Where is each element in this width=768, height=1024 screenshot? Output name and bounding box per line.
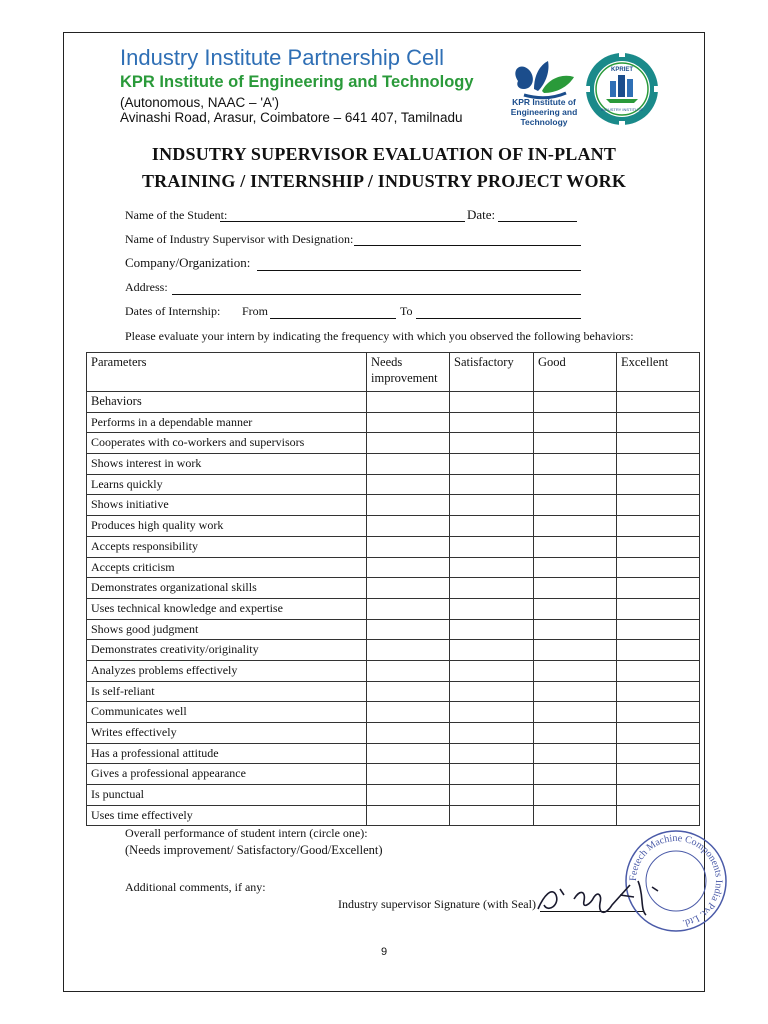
student-name-label: Name of the Student: xyxy=(125,208,228,222)
rating-cell[interactable] xyxy=(367,640,450,661)
rating-cell[interactable] xyxy=(617,619,700,640)
rating-cell[interactable] xyxy=(534,764,617,785)
table-row xyxy=(87,557,700,578)
table-row xyxy=(87,764,700,785)
rating-cell[interactable] xyxy=(367,495,450,516)
rating-cell[interactable] xyxy=(450,516,534,537)
rating-cell[interactable] xyxy=(367,516,450,537)
header-satisfactory: Satisfactory xyxy=(450,353,534,392)
seal-bottom-text: INDUSTRY INSTITUTE xyxy=(600,107,644,112)
table-row xyxy=(87,702,700,723)
table-row xyxy=(87,743,700,764)
rating-cell[interactable] xyxy=(617,785,700,806)
signature-label: Industry supervisor Signature (with Seal) xyxy=(338,897,536,911)
rating-cell[interactable] xyxy=(450,454,534,475)
rating-cell[interactable] xyxy=(450,743,534,764)
rating-cell[interactable] xyxy=(450,536,534,557)
rating-cell[interactable] xyxy=(367,474,450,495)
rating-cell[interactable] xyxy=(367,743,450,764)
rating-cell[interactable] xyxy=(534,557,617,578)
rating-cell[interactable] xyxy=(534,723,617,744)
behavior-label: Cooperates with co-workers and supervisors xyxy=(87,433,367,454)
doc-title-line2: TRAINING / INTERNSHIP / INDUSTRY PROJECT WORK xyxy=(141,171,627,191)
behavior-label: Uses technical knowledge and expertise xyxy=(87,598,367,619)
rating-cell[interactable] xyxy=(534,495,617,516)
date-line[interactable] xyxy=(498,221,577,222)
behavior-label: Analyzes problems effectively xyxy=(87,660,367,681)
behavior-label: Is self-reliant xyxy=(87,681,367,702)
company-label: Company/Organization: xyxy=(125,255,251,270)
table-row xyxy=(87,723,700,744)
rating-cell[interactable] xyxy=(617,454,700,475)
table-row xyxy=(87,433,700,454)
cell-name: Industry Institute Partnership Cell xyxy=(120,45,445,70)
table-row xyxy=(87,805,700,826)
accreditation: (Autonomous, NAAC – 'A') xyxy=(120,95,279,110)
rating-cell[interactable] xyxy=(617,598,700,619)
rating-cell[interactable] xyxy=(367,433,450,454)
table-row xyxy=(87,474,700,495)
rating-cell[interactable] xyxy=(534,619,617,640)
rating-cell[interactable] xyxy=(367,454,450,475)
rating-cell[interactable] xyxy=(534,598,617,619)
rating-cell[interactable] xyxy=(450,557,534,578)
table-row xyxy=(87,495,700,516)
rating-cell[interactable] xyxy=(617,392,700,413)
overall-performance-label: Overall performance of student intern (circle one): xyxy=(125,826,368,840)
behavior-label: Shows interest in work xyxy=(87,454,367,475)
rating-cell[interactable] xyxy=(617,805,700,826)
rating-cell[interactable] xyxy=(534,660,617,681)
rating-cell[interactable] xyxy=(617,536,700,557)
rating-cell[interactable] xyxy=(534,578,617,599)
supervisor-label: Name of Industry Supervisor with Designation: xyxy=(125,232,354,246)
rating-cell[interactable] xyxy=(367,805,450,826)
address-line[interactable] xyxy=(172,294,581,295)
behavior-label: Learns quickly xyxy=(87,474,367,495)
rating-cell[interactable] xyxy=(534,433,617,454)
rating-cell[interactable] xyxy=(367,598,450,619)
rating-cell[interactable] xyxy=(450,578,534,599)
student-name-line[interactable] xyxy=(220,221,465,222)
table-row xyxy=(87,619,700,640)
rating-cell[interactable] xyxy=(534,785,617,806)
rating-cell[interactable] xyxy=(534,474,617,495)
rating-cell[interactable] xyxy=(367,392,450,413)
rating-cell[interactable] xyxy=(367,578,450,599)
rating-cell[interactable] xyxy=(534,805,617,826)
table-row xyxy=(87,660,700,681)
header-parameters: Parameters xyxy=(87,353,367,392)
behavior-label: Produces high quality work xyxy=(87,516,367,537)
section-row xyxy=(87,392,700,413)
rating-cell[interactable] xyxy=(450,392,534,413)
institute-name: KPR Institute of Engineering and Technology xyxy=(120,73,474,91)
rating-cell[interactable] xyxy=(617,474,700,495)
rating-cell[interactable] xyxy=(367,785,450,806)
performance-options[interactable]: (Needs improvement/ Satisfactory/Good/Excellent) xyxy=(125,843,383,857)
rating-cell[interactable] xyxy=(617,433,700,454)
header-needs-improvement: Needs improvement xyxy=(367,353,450,392)
from-line[interactable] xyxy=(270,318,396,319)
rating-cell[interactable] xyxy=(617,660,700,681)
doc-title-line1: INDSUTRY SUPERVISOR EVALUATION OF IN-PLANT xyxy=(151,144,617,164)
behavior-label: Demonstrates creativity/originality xyxy=(87,640,367,661)
table-row xyxy=(87,412,700,433)
rating-cell[interactable] xyxy=(450,474,534,495)
section-label: Behaviors xyxy=(87,392,367,413)
rating-cell[interactable] xyxy=(367,660,450,681)
rating-cell[interactable] xyxy=(450,681,534,702)
to-line[interactable] xyxy=(416,318,581,319)
evaluation-table xyxy=(86,352,700,826)
rating-cell[interactable] xyxy=(534,454,617,475)
behavior-label: Has a professional attitude xyxy=(87,743,367,764)
table-row xyxy=(87,640,700,661)
behavior-label: Accepts criticism xyxy=(87,557,367,578)
rating-cell[interactable] xyxy=(617,412,700,433)
behavior-label: Shows good judgment xyxy=(87,619,367,640)
table-row xyxy=(87,454,700,475)
seal-text: Feetech Machine Components India Pvt. Ltd. xyxy=(627,832,725,929)
rating-cell[interactable] xyxy=(534,392,617,413)
behavior-label: Demonstrates organizational skills xyxy=(87,578,367,599)
logo-caption: KPR Institute of Engineering and Technology xyxy=(510,97,578,127)
page-number: 9 xyxy=(380,946,388,958)
behavior-label: Writes effectively xyxy=(87,723,367,744)
rating-cell[interactable] xyxy=(534,536,617,557)
rating-cell[interactable] xyxy=(367,557,450,578)
rating-cell[interactable] xyxy=(450,660,534,681)
date-label: Date: xyxy=(467,207,496,222)
rating-cell[interactable] xyxy=(450,433,534,454)
rating-cell[interactable] xyxy=(617,557,700,578)
company-line[interactable] xyxy=(257,270,581,271)
table-row xyxy=(87,578,700,599)
rating-cell[interactable] xyxy=(367,723,450,744)
rating-cell[interactable] xyxy=(367,536,450,557)
internship-dates-label: Dates of Internship: xyxy=(125,304,221,318)
supervisor-line[interactable] xyxy=(354,245,581,246)
rating-cell[interactable] xyxy=(367,681,450,702)
rating-cell[interactable] xyxy=(450,764,534,785)
to-label: To xyxy=(400,304,413,318)
from-label: From xyxy=(242,304,269,318)
rating-cell[interactable] xyxy=(450,598,534,619)
rating-cell[interactable] xyxy=(534,743,617,764)
seal-top-text: KPRIET xyxy=(610,67,634,73)
header-good: Good xyxy=(534,353,617,392)
rating-cell[interactable] xyxy=(617,723,700,744)
rating-cell[interactable] xyxy=(617,743,700,764)
behavior-label: Accepts responsibility xyxy=(87,536,367,557)
rating-cell[interactable] xyxy=(617,702,700,723)
rating-cell[interactable] xyxy=(450,805,534,826)
address-label: Address: xyxy=(125,280,168,294)
rating-cell[interactable] xyxy=(450,785,534,806)
behavior-label: Uses time effectively xyxy=(87,805,367,826)
rating-cell[interactable] xyxy=(450,495,534,516)
rating-cell[interactable] xyxy=(534,640,617,661)
rating-cell[interactable] xyxy=(534,681,617,702)
behavior-label: Communicates well xyxy=(87,702,367,723)
rating-cell[interactable] xyxy=(617,764,700,785)
behavior-label: Gives a professional appearance xyxy=(87,764,367,785)
rating-cell[interactable] xyxy=(367,764,450,785)
rating-cell[interactable] xyxy=(617,578,700,599)
behavior-label: Is punctual xyxy=(87,785,367,806)
table-header-row xyxy=(87,353,700,392)
rating-cell[interactable] xyxy=(617,495,700,516)
rating-cell[interactable] xyxy=(450,723,534,744)
rating-cell[interactable] xyxy=(617,681,700,702)
instruction-text: Please evaluate your intern by indicating the frequency with which you observed the following behaviors: xyxy=(125,329,634,343)
rating-cell[interactable] xyxy=(534,412,617,433)
additional-comments-label: Additional comments, if any: xyxy=(125,880,266,894)
rating-cell[interactable] xyxy=(367,412,450,433)
behavior-label: Shows initiative xyxy=(87,495,367,516)
handwritten-signature-icon xyxy=(534,865,724,925)
behavior-label: Performs in a dependable manner xyxy=(87,412,367,433)
rating-cell[interactable] xyxy=(450,412,534,433)
rating-cell[interactable] xyxy=(534,516,617,537)
table-row xyxy=(87,598,700,619)
rating-cell[interactable] xyxy=(534,702,617,723)
rating-cell[interactable] xyxy=(450,619,534,640)
rating-cell[interactable] xyxy=(450,702,534,723)
rating-cell[interactable] xyxy=(617,640,700,661)
header-excellent: Excellent xyxy=(617,353,700,392)
rating-cell[interactable] xyxy=(367,702,450,723)
rating-cell[interactable] xyxy=(617,516,700,537)
table-row xyxy=(87,536,700,557)
document-page xyxy=(63,32,725,992)
institute-address: Avinashi Road, Arasur, Coimbatore – 641 407, Tamilnadu xyxy=(120,110,463,125)
table-row xyxy=(87,516,700,537)
table-row xyxy=(87,785,700,806)
rating-cell[interactable] xyxy=(450,640,534,661)
kpriet-seal-icon xyxy=(584,51,660,127)
rating-cell[interactable] xyxy=(367,619,450,640)
table-row xyxy=(87,681,700,702)
